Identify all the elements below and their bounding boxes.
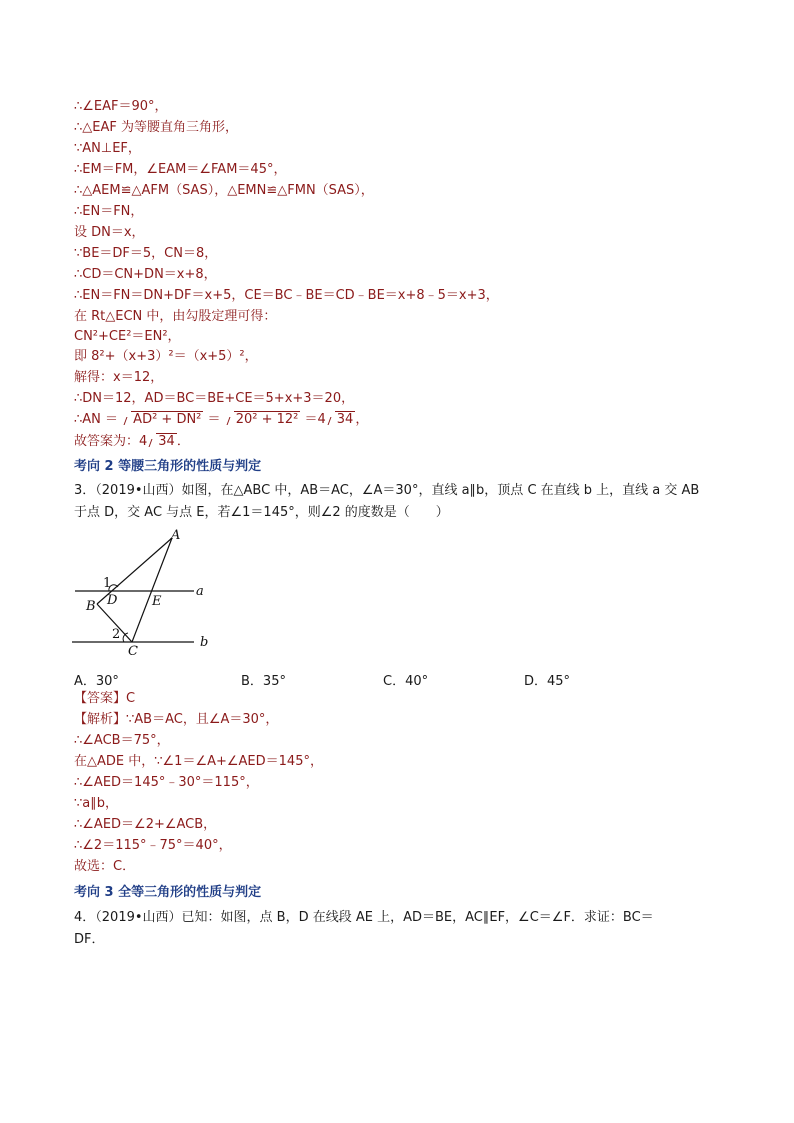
analysis-line: ∵a∥b， (74, 796, 118, 811)
radicand: 34 (336, 412, 354, 427)
answer-value: C (126, 691, 136, 706)
analysis-line: ∴∠AED＝∠2+∠ACB， (74, 817, 217, 832)
label-angle-1: 1 (103, 576, 112, 591)
solution-line: 在 Rt△ECN 中，由勾股定理可得： (74, 309, 277, 324)
label-line-a: a (196, 584, 204, 599)
substituted-equation: 即 8²+（x+3）²＝（x+5）²， (74, 349, 258, 364)
comma: ， (355, 412, 369, 427)
sqrt-34 (147, 433, 177, 451)
analysis-line: ∴∠AED＝145°﹣30°＝115°， (74, 775, 259, 790)
analysis-first: ∵AB＝AC，且∠A＝30°， (126, 712, 279, 727)
label-d-point: D (107, 593, 118, 608)
solution-line: ∴EN＝FN＝DN+DF＝x+5，CE＝BC﹣BE＝CD﹣BE＝x+8﹣5＝x+3， (74, 288, 499, 303)
analysis-line (74, 711, 278, 729)
radicand: 20² + 12² (235, 412, 299, 427)
equals: ＝ (207, 412, 221, 427)
solution-line: ∴CD＝CN+DN＝x+8， (74, 267, 217, 282)
pythagorean-equation: CN²+CE²＝EN²， (74, 329, 181, 344)
sqrt-ad-dn (122, 411, 203, 429)
solve-line: 解得：x＝12， (74, 370, 164, 385)
solution-line: ∴EM＝FM，∠EAM＝∠FAM＝45°， (74, 162, 287, 177)
section-title: 考向 3 全等三角形的性质与判定 (74, 885, 262, 900)
analysis-line: ∴∠2＝115°﹣75°＝40°， (74, 838, 232, 853)
sqrt-20-12 (225, 411, 301, 429)
dn-ad-line: ∴DN＝12，AD＝BC＝BE+CE＝5+x+3＝20， (74, 391, 355, 406)
period: ． (176, 434, 190, 449)
answer-line (74, 690, 135, 708)
analysis-tag: 【解析】 (74, 712, 127, 727)
solution-line: ∴∠EAF＝90°， (74, 99, 168, 114)
analysis-line: 故选：C． (74, 859, 136, 874)
radicand: 34 (158, 434, 175, 449)
equals-four: ＝4 (304, 412, 326, 427)
solution-line: ∴△EAF 为等腰直角三角形， (74, 120, 238, 135)
label-b-vertex: B (86, 599, 96, 614)
solution-line: ∵BE＝DF＝5，CN＝8， (74, 246, 218, 261)
side-ac (132, 538, 172, 642)
analysis-line: 在△ADE 中，∵∠1＝∠A+∠AED＝145°， (74, 754, 323, 769)
label-c-vertex: C (128, 644, 138, 658)
an-prefix: ∴AN ＝ (74, 412, 119, 427)
option-b: B．35° (241, 674, 286, 689)
solution-line: 设 DN＝x， (74, 225, 145, 240)
question-4-line2: DF． (74, 932, 105, 947)
solution-line: ∵AN⊥EF， (74, 141, 141, 156)
solution-line: ∴△AEM≌△AFM（SAS），△EMN≌△FMN（SAS）， (74, 183, 374, 198)
solution-line: ∴EN＝FN， (74, 204, 144, 219)
sqrt-34 (326, 411, 356, 429)
label-angle-2: 2 (112, 627, 121, 642)
question-3-line2: 于点 D，交 AC 与点 E，若∠1＝145°，则∠2 的度数是（ ） (74, 505, 449, 520)
label-e-point: E (152, 594, 162, 609)
radicand: AD² + DN² (133, 412, 202, 427)
question-4-line1: 4．（2019•山西）已知：如图，点 B，D 在线段 AE 上，AD＝BE，AC∥EF，∠C＝∠F．求证：BC＝ (74, 910, 654, 925)
option-d: D．45° (524, 674, 571, 689)
label-a-vertex: A (171, 528, 181, 543)
label-line-b: b (200, 635, 209, 650)
final-answer-line (74, 433, 190, 451)
option-c: C．40° (383, 674, 429, 689)
question-3-line1: 3．（2019•山西）如图，在△ABC 中，AB＝AC，∠A＝30°，直线 a∥b，顶点 C 在直线 b 上，直线 a 交 AB (74, 483, 700, 498)
analysis-line: ∴∠ACB＝75°， (74, 733, 170, 748)
option-a: A．30° (74, 674, 119, 689)
triangle-diagram (70, 526, 220, 658)
answer-prefix: 故答案为：4 (74, 434, 148, 449)
section-title: 考向 2 等腰三角形的性质与判定 (74, 459, 262, 474)
an-result-line (74, 411, 368, 429)
answer-tag: 【答案】 (74, 691, 127, 706)
